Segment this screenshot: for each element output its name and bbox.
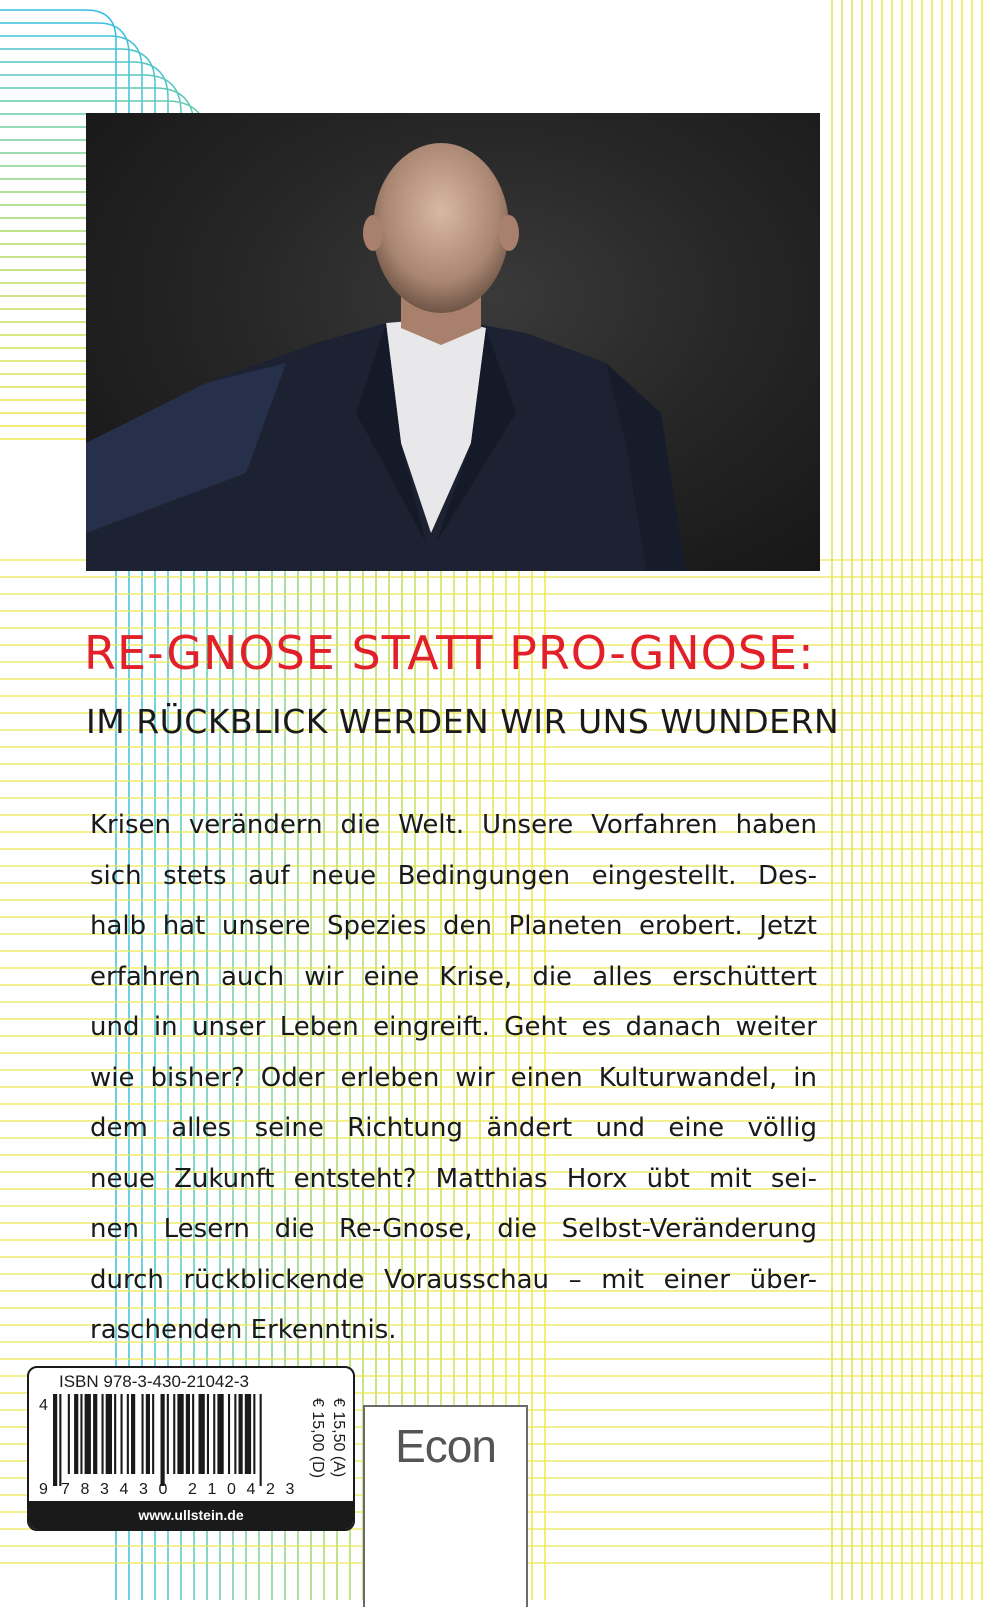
blurb-line: wie bisher? Oder erleben wir einen Kulturwandel, in <box>90 1062 817 1093</box>
barcode-bar <box>152 1394 154 1474</box>
barcode-digit: 4 <box>119 1481 129 1498</box>
barcode <box>39 1394 309 1498</box>
publisher-logo-box <box>363 1405 528 1607</box>
barcode-bar <box>59 1394 61 1486</box>
barcode-digit: 3 <box>100 1481 109 1498</box>
headline-red: RE-GNOSE STATT PRO-GNOSE: <box>84 626 815 680</box>
barcode-bar <box>213 1394 215 1474</box>
blurb-line: und in unser Leben eingreift. Geht es danach weiter <box>90 1012 817 1042</box>
blurb-line: erfahren auch wir eine Krise, die alles erschüttert <box>90 961 817 992</box>
barcode-bar <box>68 1394 70 1474</box>
barcode-bar <box>85 1394 91 1474</box>
barcode-bar <box>161 1394 165 1486</box>
barcode-bar <box>253 1394 255 1474</box>
barcode-bar <box>199 1394 205 1474</box>
barcode-bar <box>234 1394 236 1474</box>
isbn-number: ISBN 978-3-430-21042-3 <box>59 1372 249 1391</box>
econ-logo: Econ <box>395 1420 496 1472</box>
barcode-bar <box>239 1394 243 1474</box>
barcode-bar <box>80 1394 82 1474</box>
barcode-digit: 0 <box>158 1481 168 1498</box>
blurb-line: durch rückblickende Vorausschau – mit einer über- <box>90 1264 817 1295</box>
barcode-bar <box>121 1394 123 1474</box>
barcode-digit: 3 <box>285 1481 295 1498</box>
barcode-digit: 1 <box>207 1481 217 1498</box>
barcode-bar <box>131 1394 135 1474</box>
barcode-bar <box>106 1394 112 1474</box>
barcode-bar <box>228 1394 230 1474</box>
barcode-label <box>27 1366 355 1531</box>
blurb-line: neue Zukunft entsteht? Matthias Horx übt mit sei- <box>90 1163 817 1194</box>
barcode-bar <box>177 1394 183 1474</box>
barcode-digit: 2 <box>266 1481 275 1498</box>
price-austria: € 15,50 (A) <box>330 1398 347 1478</box>
barcode-digit: 2 <box>188 1481 197 1498</box>
barcode-bar <box>53 1394 57 1486</box>
barcode-bar <box>207 1394 209 1474</box>
barcode-bar <box>173 1394 175 1474</box>
blurb-line: sich stets auf neue Bedingungen eingestellt. Des- <box>90 860 817 891</box>
blurb-line: halb hat unsere Spezies den Planeten erobert. Jetzt <box>90 911 817 941</box>
barcode-bar <box>260 1394 262 1486</box>
barcode-bar <box>186 1394 190 1474</box>
publisher-url: www.ullstein.de <box>29 1501 353 1529</box>
headline-subtitle: IM RÜCKBLICK WERDEN WIR UNS WUNDERN <box>86 702 840 741</box>
barcode-digit: 3 <box>139 1481 148 1498</box>
barcode-digit: 8 <box>80 1481 90 1498</box>
blurb-line: Krisen verändern die Welt. Unsere Vorfahren haben <box>90 810 817 840</box>
blurb-text <box>90 800 817 1356</box>
blurb-line: raschenden Erkenntnis. <box>90 1315 397 1345</box>
barcode-digit: 0 <box>227 1481 236 1498</box>
barcode-bar <box>245 1394 251 1474</box>
barcode-digit: 4 <box>246 1481 256 1498</box>
barcode-digit: 7 <box>61 1481 70 1498</box>
barcode-bar <box>102 1394 104 1474</box>
blurb-line: nen Lesern die Re-Gnose, die Selbst-Veränderung <box>90 1214 817 1244</box>
barcode-side-digit: 4 <box>39 1397 48 1414</box>
barcode-digit: 9 <box>39 1481 48 1498</box>
barcode-bar <box>217 1394 223 1474</box>
author-photo <box>86 113 820 571</box>
barcode-bar <box>127 1394 129 1474</box>
price-germany: € 15,00 (D) <box>309 1398 326 1479</box>
blurb-line: dem alles seine Richtung ändert und eine völlig <box>90 1113 817 1143</box>
barcode-bar <box>167 1394 169 1474</box>
barcode-bar <box>192 1394 194 1474</box>
barcode-bar <box>93 1394 97 1474</box>
barcode-bar <box>146 1394 150 1474</box>
barcode-bar <box>114 1394 116 1474</box>
barcode-bar <box>142 1394 144 1474</box>
barcode-bar <box>74 1394 78 1474</box>
